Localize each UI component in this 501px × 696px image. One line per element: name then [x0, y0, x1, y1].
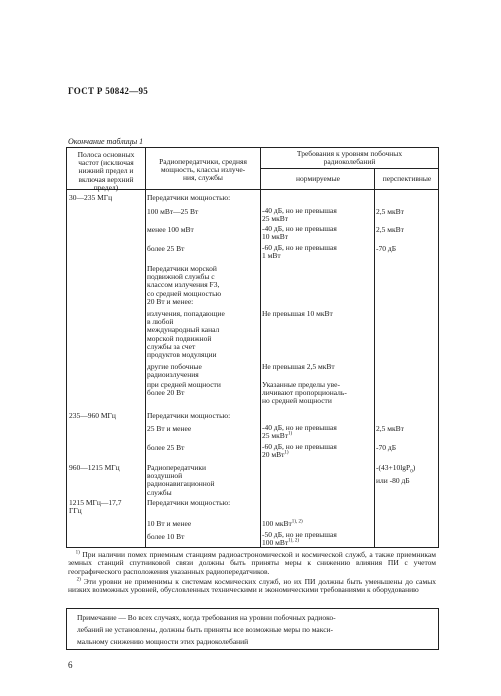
footnotes [68, 551, 436, 596]
transmitter-column-divider [260, 148, 261, 547]
footnote-ref: 1), 2) [288, 538, 299, 544]
row-norm-more-25w-b2: -60 дБ, но не превышая 20 мВт$^{1)}$ [262, 442, 337, 460]
band-1215-17700: 1215 МГц—17,7 ГГц [69, 498, 122, 516]
row-persp-more-25w: -70 дБ [376, 244, 396, 253]
row-tx-more-10w: более 10 Вт [147, 532, 185, 541]
document-code: ГОСТ Р 50842—95 [68, 86, 149, 96]
band-235-960: 235—960 МГц [69, 411, 116, 420]
footnote-mark: 1) [75, 550, 80, 556]
row-persp-more-25w-b2: -70 дБ [376, 443, 396, 452]
row-norm-less-100mw: -40 дБ, но не превышая 10 мкВт [262, 224, 337, 242]
row-tx-less-100mw: менее 100 мВт [147, 225, 194, 234]
row-norm-more-10w: -50 дБ, но не превышая 100 мВт$^{1), 2)}$ [262, 530, 337, 548]
subscript: 0 [410, 469, 413, 475]
row-norm-mean-power: Указанные пределы уве- личивают пропорциональ- но средней мощности [262, 380, 347, 406]
row-tx-10w-less: 10 Вт и менее [147, 519, 192, 528]
band-30-235: 30—235 МГц [69, 193, 113, 202]
header-normalized: нормируемые [296, 174, 340, 183]
row-norm-other-spurious: Не превышая 2,5 мкВт [262, 362, 335, 371]
header-band: Полоса основных частот (исключая нижний предел и включая верхний предел) [77, 150, 135, 192]
band-960-1215: 960—1215 МГц [69, 463, 120, 472]
row-tx-aeronautical: Радиопередатчики воздушной радионавигационной службы [147, 463, 215, 497]
page-number: 6 [68, 660, 73, 670]
header-prospective: перспективные [382, 174, 432, 183]
note-box [66, 608, 439, 650]
header-transmitters: Радиопередатчики, средняя мощность, классы излуче- ния, службы [159, 157, 247, 183]
footnote-mark: 2) [76, 577, 81, 583]
note-text: Примечание — Во всех случаях, когда требования на уровни побочных радиоко- лебаний не установлены, должны быть приняты все возможные меры по макси- мальному снижению мощности этих радиоколебаний [77, 613, 336, 646]
row-tx-more-25w-b2: более 25 Вт [147, 443, 185, 452]
footnote-1: $^{1)}$ При наличии помех приемным станциям радиоастрономической и космической служб, а также приемникам земных станций спутниковой связи должны быть приняты меры к снижению влияния ПИ с учетом географического расположения указанных радиопередатчиков. [68, 550, 436, 576]
row-persp-less-100mw: 2,5 мкВт [376, 225, 404, 234]
band-column-divider [145, 148, 146, 547]
row-norm-100mw-25w: -40 дБ, но не превышая 25 мкВт [262, 206, 337, 224]
row-tx-heading-2: Передатчики мощностью: [147, 411, 231, 420]
row-persp-25w-less: 2,5 мкВт [376, 424, 404, 433]
footnote-ref: 1) [284, 450, 289, 456]
row-norm-25w-less: -40 дБ, но не превышая 25 мкВт$^{1)}$ [262, 423, 337, 441]
requirements-table [66, 147, 439, 548]
row-tx-mean-power: при средней мощности более 20 Вт [147, 380, 221, 398]
row-norm-more-25w: -60 дБ, но не превышая 1 мВт [262, 243, 337, 261]
row-norm-modulation: Не превышая 10 мкВт [262, 309, 333, 318]
table-caption: Окончание таблицы 1 [68, 137, 144, 146]
row-tx-heading-3: Передатчики мощностью: [147, 498, 231, 507]
subheader-rule [260, 168, 438, 169]
row-tx-modulation: излучения, попадающие в любой международный канал морской подвижной службы за счет продуктов модуляции [147, 309, 225, 360]
footnote-ref: 1) [288, 431, 293, 437]
row-norm-10w-less: 100 мкВт$^{1), 2)}$ [262, 519, 303, 528]
footnote-2: $^{2)}$ Эти уровни не применимы к системам космических служб, но их ПИ должны быть уменьшены до самых низких возможных уровней, обусловленных техническими и экономическими требованиями к оборудованию [68, 576, 437, 595]
footnote-ref: 1), 2) [291, 519, 303, 525]
row-tx-heading-1: Передатчики мощностью: [147, 193, 231, 202]
prospective-column-divider [374, 168, 375, 547]
row-tx-100mw-25w: 100 мВт—25 Вт [147, 207, 199, 216]
row-tx-other-spurious: другие побочные радиоизлучения [147, 362, 202, 380]
header-requirements: Требования к уровням побочных радиоколебаний [296, 149, 403, 167]
row-tx-25w-less: 25 Вт и менее [147, 424, 192, 433]
row-tx-more-25w: более 25 Вт [147, 244, 185, 253]
row-tx-maritime: Передатчики морской подвижной службы с классом излучения F3, со средней мощностью 20 Вт и менее: [147, 264, 222, 306]
row-persp-aeronautical: -(43+10lgP$_0$) или -80 дБ [376, 463, 416, 485]
row-persp-100mw-25w: 2,5 мкВт [376, 207, 404, 216]
